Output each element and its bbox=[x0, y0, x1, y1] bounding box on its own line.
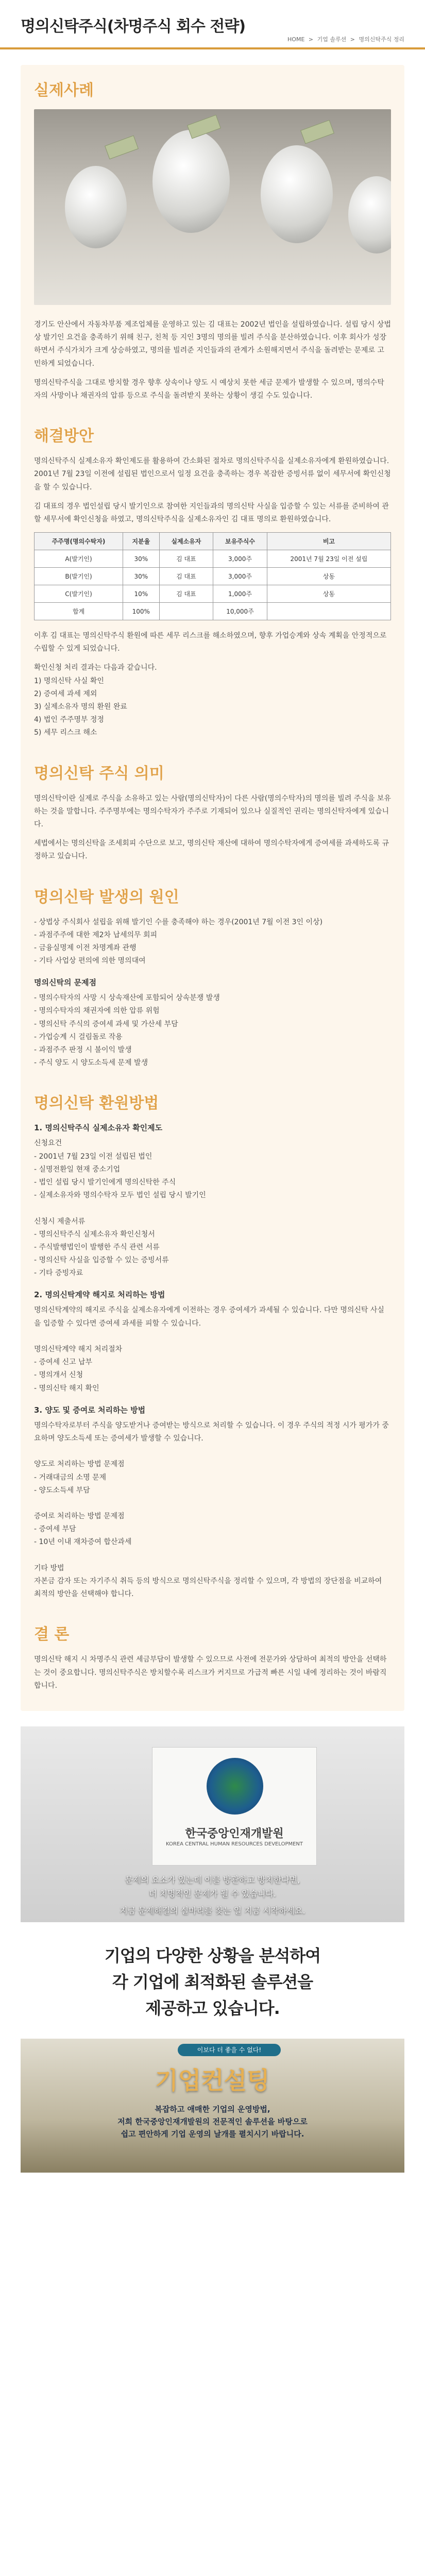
consulting-title: 기업컨설팅 bbox=[155, 2066, 270, 2094]
breadcrumb-category[interactable]: 기업 솔루션 bbox=[317, 36, 347, 43]
method1-title: 1. 명의신탁주식 실제소유자 확인제도 bbox=[34, 1123, 163, 1133]
solution-paragraph-2: 김 대표의 경우 법인설립 당시 발기인으로 참여한 지인들과의 명의신탁 사실을 입증할 수 있는 서류를 준비하여 관할 세무서에 확인신청을 하였고, 명의신탁주식을 실제소유자인 김 대표 명의로 환원하였습니다. bbox=[34, 502, 389, 523]
recovery-heading: 명의신탁 환원방법 bbox=[34, 1094, 159, 1113]
causes-heading: 명의신탁 발생의 원인 bbox=[34, 888, 179, 906]
banner-line-3: 지금 문제해결의 실마리를 찾는 일 지금 시작하세요. bbox=[120, 1905, 305, 1916]
table-cell: 김 대표 bbox=[159, 550, 213, 568]
table-cell: 2001년 7월 23일 이전 설립 bbox=[267, 550, 390, 568]
table-cell bbox=[267, 603, 390, 620]
solution-after-2: 확인신청 처리 결과는 다음과 같습니다. 1) 명의신탁 사실 확인 2) 증여세 과세 제외 3) 실제소유자 명의 환원 완료 4) 법인 주주명부 정정 5) 세무 리스크 해소 bbox=[34, 664, 157, 737]
table-cell: 30% bbox=[123, 568, 159, 585]
table-header-row bbox=[35, 533, 391, 550]
analysis-line-1: 기업의 다양한 상황을 분석하여 bbox=[104, 1945, 321, 1965]
table-header: 보유주식수 bbox=[213, 533, 267, 550]
table-cell: 합계 bbox=[35, 603, 123, 620]
table-cell: 10,000주 bbox=[213, 603, 267, 620]
case-section bbox=[34, 77, 391, 402]
table-row-total bbox=[35, 603, 391, 620]
case-paragraph-2: 명의신탁주식을 그대로 방치할 경우 향후 상속이나 양도 시 예상치 못한 세금 문제가 발생할 수 있으며, 명의수탁자의 사망이나 채권자의 압류 등으로 주식을 돌려받지 못하는 상황이 생길 수도 있습니다. bbox=[34, 378, 384, 400]
cash-icon bbox=[105, 135, 139, 160]
table-cell: 상동 bbox=[267, 568, 390, 585]
table-cell: 상동 bbox=[267, 585, 390, 603]
case-heading: 실제사례 bbox=[34, 81, 94, 99]
table-cell: 김 대표 bbox=[159, 568, 213, 585]
page-title: 명의신탁주식(차명주식 회수 전략) bbox=[21, 18, 246, 36]
breadcrumb bbox=[285, 35, 404, 43]
table-cell: B(발기인) bbox=[35, 568, 123, 585]
title-bar bbox=[0, 0, 425, 49]
banner-line-1: 문제의 요소가 있는데 이를 방관하고 방치한다면, bbox=[125, 1874, 300, 1885]
table-cell: 3,000주 bbox=[213, 550, 267, 568]
content-panel bbox=[21, 65, 404, 1711]
solution-heading: 해결방안 bbox=[34, 427, 94, 446]
concept-heading: 명의신탁 주식 의미 bbox=[34, 764, 164, 783]
solution-paragraph-1: 명의신탁주식 실제소유자 확인제도를 활용하여 간소화된 절차로 명의신탁주식을 실제소유자에게 환원하였습니다. 2001년 7월 23일 이전에 설립된 법인으로서 일정 요건을 충족하는 경우 복잡한 증빙서류 없이 세무서에 확인신청을 할 수 있습니다. bbox=[34, 457, 391, 492]
conclusion-paragraph: 명의신탁 해지 시 차명주식 관련 세금부담이 발생할 수 있으므로 사전에 전문가와 상담하여 최적의 방안을 선택하는 것이 중요합니다. 명의신탁주식은 방치할수록 리스크가 커지므로 가급적 빠른 시일 내에 정리하는 것이 바람직합니다. bbox=[34, 1655, 387, 1690]
analysis-line-2: 각 기업에 최적화된 솔루션을 bbox=[112, 1972, 313, 1992]
concept-paragraph-1: 명의신탁이란 실제로 주식을 소유하고 있는 사람(명의신탁자)이 다른 사람(명의수탁자)의 명의를 빌려 주식을 보유하는 것을 말합니다. 주주명부에는 명의수탁자가 주주로 기재되어 있으나 실질적인 권리는 명의신탁자에게 있습니다. bbox=[34, 794, 391, 828]
method1-text: 신청요건 - 2001년 7월 23일 이전 설립된 법인 - 실명전환일 현재 중소기업 - 법인 설립 당시 발기인에게 명의신탁한 주식 - 실제소유자와 명의수탁자 모두 법인 설립 당시 발기인 신청시 제출서류 - 명의신탁주식 실제소유자 확인신청서 - 주식발행법인이 발행한 주식 관련 서류 - 명의신탁 사실을 입증할 수 있는 증빙서류 - 기타 증빙자료 bbox=[34, 1139, 206, 1278]
concept-paragraph-2: 세법에서는 명의신탁을 조세회피 수단으로 보고, 명의신탁 재산에 대하여 명의수탁자에게 증여세를 과세하도록 규정하고 있습니다. bbox=[34, 839, 389, 861]
causes-list: - 상법상 주식회사 설립을 위해 발기인 수를 충족해야 하는 경우(2001년 7월 이전 3인 이상) - 과점주주에 대한 제2차 납세의무 회피 - 금융실명제 이전 차명계좌 관행 - 기타 사업상 편의에 의한 명의대여 bbox=[34, 918, 323, 965]
breadcrumb-home[interactable]: HOME bbox=[287, 36, 305, 43]
table-header: 실제소유자 bbox=[159, 533, 213, 550]
consulting-banner bbox=[21, 2039, 404, 2173]
bulb-icon bbox=[348, 176, 391, 253]
emblem-banner bbox=[21, 1726, 404, 1922]
cash-icon bbox=[300, 120, 334, 144]
consulting-tag: 이보다 더 좋을 수 없다! bbox=[178, 2044, 281, 2056]
table-row bbox=[35, 550, 391, 568]
footer-spacer bbox=[0, 2173, 425, 2204]
method3-title: 3. 양도 및 증여로 처리하는 방법 bbox=[34, 1405, 146, 1415]
table-header: 지분율 bbox=[123, 533, 159, 550]
table-row bbox=[35, 585, 391, 603]
case-paragraph-1: 경기도 안산에서 자동차부품 제조업체를 운영하고 있는 김 대표는 2002년 법인을 설립하였습니다. 설립 당시 상법상 발기인 요건을 충족하기 위해 친구, 친척 등 지인 3명의 명의를 빌려 주식을 분산하였습니다. 이후 회사가 성장하면서 주식가치가 크게 상승하였고, 명의를 빌려준 지인들과의 관계가 소원해지면서 주식을 돌려받는 문제로 고민하게 되었습니다. bbox=[34, 320, 391, 368]
emblem-name: 한국중앙인재개발원 bbox=[185, 1827, 284, 1840]
table-cell: 1,000주 bbox=[213, 585, 267, 603]
breadcrumb-sep: > bbox=[308, 36, 314, 43]
table-cell: C(발기인) bbox=[35, 585, 123, 603]
table-cell bbox=[159, 603, 213, 620]
method2-text: 명의신탁계약의 해지로 주식을 실제소유자에게 이전하는 경우 증여세가 과세될 수 있습니다. 다만 명의신탁 사실을 입증할 수 있다면 증여세 과세를 피할 수 있습니다. 명의신탁계약 해지 처리절차 - 증여세 신고 납부 - 명의개서 신청 - 명의신탁 해지 확인 bbox=[34, 1306, 384, 1393]
table-cell: 100% bbox=[123, 603, 159, 620]
table-cell: 10% bbox=[123, 585, 159, 603]
analysis-line-3: 제공하고 있습니다. bbox=[145, 1998, 280, 2019]
consulting-desc: 복잡하고 애매한 기업의 운영방법, 저희 한국중앙인재개발원의 전문적인 솔루션을 바탕으로 쉽고 편안하게 기업 운영의 날개를 펼치시기 바랍니다. bbox=[117, 2104, 308, 2139]
table-cell: 김 대표 bbox=[159, 585, 213, 603]
table-cell: 30% bbox=[123, 550, 159, 568]
table-row bbox=[35, 568, 391, 585]
breadcrumb-current: 명의신탁주식 정리 bbox=[359, 36, 404, 43]
analysis-statement bbox=[21, 1943, 404, 2022]
breadcrumb-sep: > bbox=[350, 36, 355, 43]
conclusion-section bbox=[34, 1621, 391, 1692]
emblem-sub: KOREA CENTRAL HUMAN RESOURCES DEVELOPMENT bbox=[165, 1841, 303, 1847]
method3-text: 명의수탁자로부터 주식을 양도받거나 증여받는 방식으로 처리할 수 있습니다. 이 경우 주식의 적정 시가 평가가 중요하며 양도소득세 또는 증여세가 발생할 수 있습니다. 양도로 처리하는 방법 문제점 - 거래대금의 소명 문제 - 양도소득세 부담 증여로 처리하는 방법 문제점 - 증여세 부담 - 10년 이내 재차증여 합산과세 기타 방법 자본금 감자 또는 자기주식 취득 등의 방식으로 명의신탁주식을 정리할 수 있으며, 각 방법의 장단점을 비교하여 최적의 방안을 선택해야 합니다. bbox=[34, 1421, 389, 1599]
bulb-icon bbox=[152, 130, 230, 233]
table-header: 주주명(명의수탁자) bbox=[35, 533, 123, 550]
problems-subheading: 명의신탁의 문제점 bbox=[34, 978, 97, 988]
bulb-icon bbox=[261, 145, 333, 243]
solution-section bbox=[34, 423, 391, 739]
concept-section bbox=[34, 760, 391, 863]
recovery-section bbox=[34, 1090, 391, 1601]
emblem-card bbox=[152, 1747, 317, 1866]
table-cell: A(발기인) bbox=[35, 550, 123, 568]
shareholder-table bbox=[34, 532, 391, 620]
table-cell: 3,000주 bbox=[213, 568, 267, 585]
table-header: 비고 bbox=[267, 533, 390, 550]
problems-list: - 명의수탁자의 사망 시 상속재산에 포함되어 상속분쟁 발생 - 명의수탁자의 채권자에 의한 압류 위험 - 명의신탁 주식의 증여세 과세 및 가산세 부담 - 가업승계 시 걸림돌로 작용 - 과점주주 판정 시 불이익 발생 - 주식 양도 시 양도소득세 문제 발생 bbox=[34, 994, 220, 1067]
causes-section bbox=[34, 884, 391, 1070]
bulb-icon bbox=[65, 166, 127, 248]
method2-title: 2. 명의신탁계약 해지로 처리하는 방법 bbox=[34, 1290, 165, 1300]
banner-line-2: 더 치명적인 문제가 될 수 있습니다. bbox=[149, 1888, 276, 1899]
lightbulb-photo bbox=[34, 109, 391, 305]
solution-after-1: 이후 김 대표는 명의신탁주식 환원에 따른 세무 리스크를 해소하였으며, 향후 가업승계와 상속 계획을 안정적으로 수립할 수 있게 되었습니다. bbox=[34, 632, 387, 653]
emblem-icon bbox=[207, 1758, 263, 1815]
conclusion-heading: 결 론 bbox=[34, 1625, 70, 1644]
